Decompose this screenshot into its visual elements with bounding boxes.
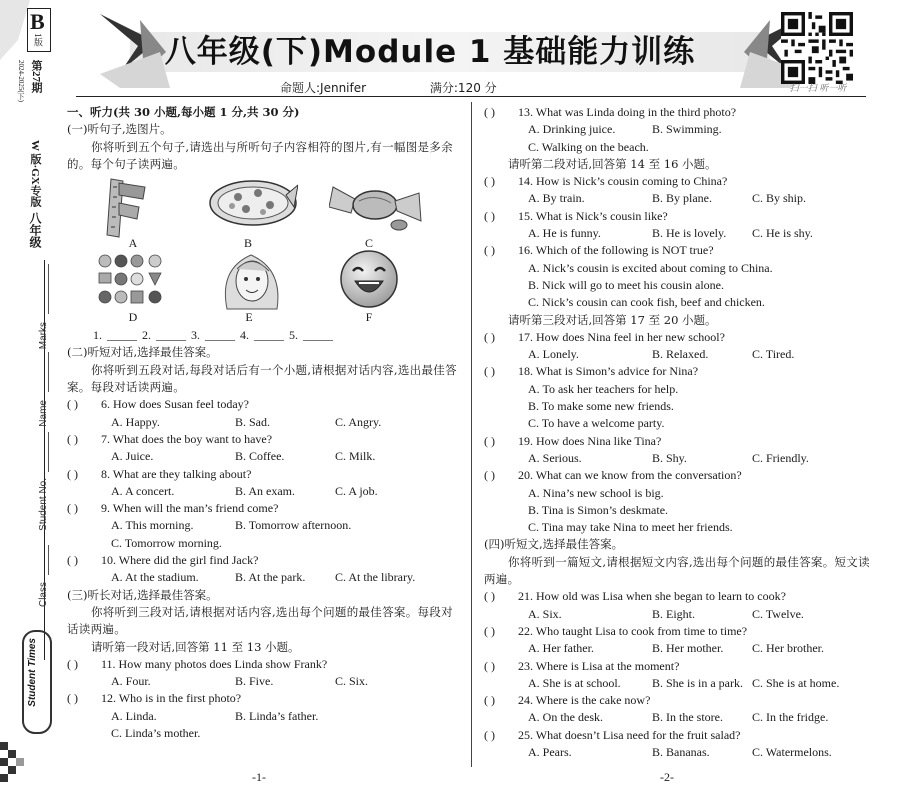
option-c: C. Tomorrow morning. bbox=[111, 535, 222, 550]
author-label: 命题人:Jennifer bbox=[280, 81, 367, 95]
question-text: 18. What is Simon’s advice for Nina? bbox=[518, 364, 699, 379]
option-c: C. Tired. bbox=[752, 347, 795, 362]
badge-box bbox=[27, 8, 51, 52]
answer-paren[interactable]: ( ) bbox=[484, 727, 495, 742]
option-c: C. By ship. bbox=[752, 191, 807, 206]
question-20 bbox=[484, 467, 874, 536]
question-22 bbox=[484, 623, 874, 658]
question-text: 8. What are they talking about? bbox=[101, 466, 252, 481]
question-25 bbox=[484, 727, 874, 762]
question-text: 23. Where is Lisa at the moment? bbox=[518, 658, 680, 673]
option-b: B. Shy. bbox=[652, 450, 687, 465]
option-c: C. Twelve. bbox=[752, 606, 804, 621]
option-b: B. By plane. bbox=[652, 191, 712, 206]
left-column bbox=[67, 104, 457, 742]
picture-label-a: A bbox=[128, 236, 138, 251]
question-text: 10. Where did the girl find Jack? bbox=[101, 553, 259, 568]
question-17 bbox=[484, 329, 874, 364]
option-a: A. Drinking juice. bbox=[528, 122, 616, 137]
section3-instructions: 你将听到三段对话,请根据对话内容,选出每个问题的最佳答案。每段对话读两遍。 bbox=[67, 604, 453, 637]
option-a: A. Pears. bbox=[528, 744, 572, 759]
option-a: A. This morning. bbox=[111, 518, 194, 533]
dialog2-instruction: 请听第二段对话,回答第 14 至 16 小题。 bbox=[508, 156, 717, 171]
issue-year: 2024-2025(下) bbox=[17, 60, 25, 102]
section4-instructions: 你将听到一篇短文,请根据短文内容,选出每个问题的最佳答案。短文读两遍。 bbox=[484, 554, 870, 587]
option-c: C. He is shy. bbox=[752, 226, 813, 241]
answer-paren[interactable]: ( ) bbox=[484, 364, 495, 379]
question-text: 22. Who taught Lisa to cook from time to time? bbox=[518, 623, 748, 638]
option-a: A. Nick’s cousin is excited about coming to China. bbox=[528, 260, 773, 275]
question-text: 16. Which of the following is NOT true? bbox=[518, 243, 714, 258]
question-text: 21. How old was Lisa when she began to learn to cook? bbox=[518, 589, 786, 604]
page-number-1: -1- bbox=[252, 770, 266, 784]
section2-title: (二)听短对话,选择最佳答案。 bbox=[67, 345, 218, 360]
answer-paren[interactable]: ( ) bbox=[67, 553, 78, 568]
option-b: B. Sad. bbox=[235, 414, 271, 429]
option-a: A. By train. bbox=[528, 191, 585, 206]
question-text: 6. How does Susan feel today? bbox=[101, 397, 249, 412]
header-rule bbox=[76, 96, 866, 97]
grade-label: 八年级 bbox=[28, 212, 42, 248]
picture-label-d: D bbox=[128, 310, 138, 325]
author-score-line bbox=[280, 79, 557, 96]
option-c: C. Friendly. bbox=[752, 450, 809, 465]
answer-paren[interactable]: ( ) bbox=[484, 208, 495, 223]
student-no-line bbox=[48, 432, 49, 472]
option-a: A. On the desk. bbox=[528, 710, 603, 725]
answer-paren[interactable]: ( ) bbox=[484, 243, 495, 258]
section4-title: (四)听短文,选择最佳答案。 bbox=[484, 537, 624, 552]
option-a: A. Serious. bbox=[528, 450, 582, 465]
issue-number: 第27期 bbox=[30, 60, 42, 93]
answer-paren[interactable]: ( ) bbox=[67, 656, 78, 671]
option-a: A. Her father. bbox=[528, 641, 594, 656]
answer-paren[interactable]: ( ) bbox=[67, 501, 78, 516]
question-text: 15. What is Nick’s cousin like? bbox=[518, 208, 668, 223]
answer-paren[interactable]: ( ) bbox=[67, 691, 78, 706]
dialog1-instruction: 请听第一段对话,回答第 11 至 13 小题。 bbox=[91, 639, 300, 654]
right-column bbox=[484, 104, 874, 761]
ruler-letter-f-picture bbox=[105, 177, 147, 239]
option-c: C. Six. bbox=[335, 674, 369, 689]
student-no-label: Student No. bbox=[38, 478, 49, 531]
answer-paren[interactable]: ( ) bbox=[484, 623, 495, 638]
option-c: C. To have a welcome party. bbox=[528, 416, 665, 431]
question-text: 13. What was Linda doing in the third photo? bbox=[518, 105, 737, 119]
question-text: 25. What doesn’t Lisa need for the fruit salad? bbox=[518, 727, 741, 742]
option-a: A. Lonely. bbox=[528, 347, 579, 362]
option-c: C. Watermelons. bbox=[752, 744, 832, 759]
question-16 bbox=[484, 242, 874, 311]
cookies-picture bbox=[97, 253, 173, 309]
answer-paren[interactable]: ( ) bbox=[67, 397, 78, 412]
answer-paren[interactable]: ( ) bbox=[484, 174, 495, 189]
part1-title: 一、听力(共 30 小题,每小题 1 分,共 30 分) bbox=[67, 105, 300, 119]
class-label: Class bbox=[38, 582, 49, 608]
picture-label-c: C bbox=[364, 236, 373, 251]
question-text: 24. Where is the cake now? bbox=[518, 693, 651, 708]
section3-title: (三)听长对话,选择最佳答案。 bbox=[67, 587, 218, 602]
option-c: C. Linda’s mother. bbox=[111, 726, 201, 741]
question-text: 19. How does Nina like Tina? bbox=[518, 433, 662, 448]
question-11 bbox=[67, 656, 457, 691]
option-a: A. At the stadium. bbox=[111, 570, 199, 585]
option-a: A. Four. bbox=[111, 674, 151, 689]
option-b: B. Relaxed. bbox=[652, 347, 709, 362]
option-a: A. Linda. bbox=[111, 708, 157, 723]
name-line bbox=[48, 352, 49, 392]
answer-blanks[interactable]: 1. _____ 2. _____ 3. _____ 4. _____ 5. _____ bbox=[93, 328, 333, 343]
option-b: B. Nick will go to meet his cousin alone. bbox=[528, 277, 724, 292]
answer-paren[interactable]: ( ) bbox=[67, 431, 78, 446]
question-10 bbox=[67, 552, 457, 587]
qr-caption: 扫一扫 听一听 bbox=[789, 84, 847, 94]
question-12 bbox=[67, 690, 457, 742]
pizza-picture bbox=[208, 179, 298, 227]
option-a: A. Six. bbox=[528, 606, 562, 621]
option-b: B. Swimming. bbox=[652, 122, 722, 137]
answer-paren[interactable]: ( ) bbox=[67, 466, 78, 481]
option-c: C. In the fridge. bbox=[752, 710, 829, 725]
question-text: 12. Who is in the first photo? bbox=[101, 691, 242, 706]
question-text: 14. How is Nick’s cousin coming to China? bbox=[518, 174, 728, 189]
question-23 bbox=[484, 658, 874, 693]
picture-label-e: E bbox=[245, 310, 253, 325]
qr-code[interactable] bbox=[781, 12, 853, 84]
side-spine bbox=[0, 0, 56, 795]
option-b: B. Linda’s father. bbox=[235, 708, 319, 723]
option-b: B. Her mother. bbox=[652, 641, 724, 656]
option-b: B. Tina is Simon’s deskmate. bbox=[528, 502, 669, 517]
question-19 bbox=[484, 433, 874, 468]
question-7 bbox=[67, 431, 457, 466]
option-c: C. Milk. bbox=[335, 449, 376, 464]
section1-title: (一)听句子,选图片。 bbox=[67, 122, 172, 137]
question-6 bbox=[67, 396, 457, 431]
option-a: A. A concert. bbox=[111, 483, 175, 498]
question-24 bbox=[484, 692, 874, 727]
badge-sub: 1版 bbox=[33, 33, 43, 47]
column-divider bbox=[471, 102, 472, 767]
answer-paren[interactable]: ( ) bbox=[484, 693, 495, 708]
option-b: B. He is lovely. bbox=[652, 226, 727, 241]
name-label: Name bbox=[38, 400, 49, 427]
picture-label-b: B bbox=[243, 236, 252, 251]
question-13 bbox=[484, 104, 874, 156]
edition-label: W 版·GX专版 bbox=[29, 140, 41, 207]
laughing-emoji-picture bbox=[337, 249, 401, 309]
picture-label-f: F bbox=[365, 310, 373, 325]
pictures-row-2 bbox=[67, 249, 457, 329]
option-b: B. Five. bbox=[235, 674, 274, 689]
question-14 bbox=[484, 173, 874, 208]
option-b: B. To make some new friends. bbox=[528, 399, 674, 414]
option-b: B. Tomorrow afternoon. bbox=[235, 518, 352, 533]
question-21 bbox=[484, 588, 874, 623]
class-line bbox=[48, 545, 49, 575]
page-title: 八年级(下)Module 1 基础能力训练 bbox=[164, 34, 696, 70]
question-8 bbox=[67, 466, 457, 501]
answer-paren[interactable]: ( ) bbox=[484, 589, 495, 604]
option-b: B. At the park. bbox=[235, 570, 306, 585]
option-b: B. She is in a park. bbox=[652, 675, 743, 690]
candy-picture bbox=[329, 177, 425, 233]
option-b: B. Bananas. bbox=[652, 744, 710, 759]
question-18 bbox=[484, 363, 874, 432]
option-a: A. He is funny. bbox=[528, 226, 601, 241]
question-text: 17. How does Nina feel in her new school? bbox=[518, 329, 725, 344]
pictures-row-1 bbox=[67, 173, 457, 249]
marks-label: Marks bbox=[38, 322, 49, 350]
marks-line bbox=[48, 264, 49, 314]
dialog3-instruction: 请听第三段对话,回答第 17 至 20 小题。 bbox=[508, 312, 717, 327]
option-c: C. Nick’s cousin can cook fish, beef and chicken. bbox=[528, 295, 765, 310]
option-a: A. Juice. bbox=[111, 449, 154, 464]
option-c: C. Angry. bbox=[335, 414, 382, 429]
answer-paren[interactable]: ( ) bbox=[484, 329, 495, 344]
option-b: B. In the store. bbox=[652, 710, 723, 725]
option-a: A. She is at school. bbox=[528, 675, 621, 690]
option-b: B. Coffee. bbox=[235, 449, 285, 464]
option-a: A. To ask her teachers for help. bbox=[528, 381, 679, 396]
option-c: C. Walking on the beach. bbox=[528, 139, 649, 154]
option-c: C. A job. bbox=[335, 483, 378, 498]
question-text: 9. When will the man’s friend come? bbox=[101, 501, 279, 516]
option-c: C. She is at home. bbox=[752, 675, 840, 690]
question-text: 11. How many photos does Linda show Frank? bbox=[101, 656, 328, 671]
answer-paren[interactable]: ( ) bbox=[484, 433, 495, 448]
option-c: C. Her brother. bbox=[752, 641, 824, 656]
option-b: B. An exam. bbox=[235, 483, 295, 498]
option-c: C. At the library. bbox=[335, 570, 416, 585]
badge-letter: B bbox=[30, 9, 45, 34]
answer-paren[interactable]: ( ) bbox=[484, 658, 495, 673]
question-text: 20. What can we know from the conversation? bbox=[518, 468, 742, 483]
option-c: C. Tina may take Nina to meet her friends. bbox=[528, 520, 733, 535]
option-a: A. Happy. bbox=[111, 414, 160, 429]
student-times-logo: Student Times bbox=[22, 630, 52, 734]
score-label: 满分:120 分 bbox=[429, 81, 497, 95]
question-15 bbox=[484, 208, 874, 243]
girl-face-picture bbox=[217, 249, 287, 313]
page-number-2: -2- bbox=[660, 770, 674, 784]
option-a: A. Nina’s new school is big. bbox=[528, 485, 664, 500]
answer-paren[interactable]: ( ) bbox=[484, 468, 495, 483]
option-b: B. Eight. bbox=[652, 606, 696, 621]
section2-instructions: 你将听到五段对话,每段对话后有一个小题,请根据对话内容,选出最佳答案。每段对话读两遍。 bbox=[67, 362, 457, 395]
question-text: 7. What does the boy want to have? bbox=[101, 431, 273, 446]
question-9 bbox=[67, 500, 457, 552]
section1-instructions: 你将听到五个句子,请选出与所听句子内容相符的图片,有一幅图是多余的。每个句子读两遍。 bbox=[67, 139, 453, 171]
answer-paren[interactable]: ( ) bbox=[484, 105, 495, 119]
